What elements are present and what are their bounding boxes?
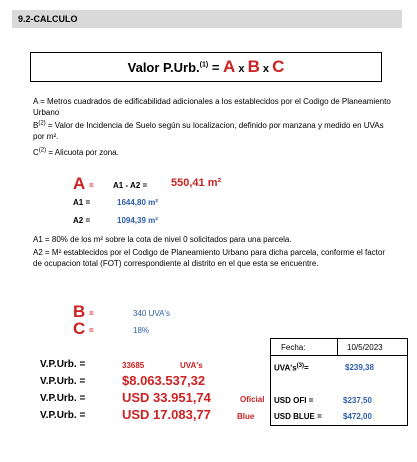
uva-rate-label bbox=[274, 363, 309, 373]
note-a1: A1 = 80% de los m² sobre la cota de nivel 0 solicitados para una parcela. bbox=[33, 235, 292, 244]
calc-a-value: 550,41 m² bbox=[171, 177, 222, 189]
usd-oficial-label: USD OFI = bbox=[274, 396, 314, 405]
definition-c-label: C bbox=[33, 148, 39, 157]
price-table bbox=[270, 338, 408, 426]
formula-x1: x bbox=[235, 63, 248, 75]
formula-box bbox=[30, 52, 382, 82]
definition-c bbox=[33, 147, 393, 158]
formula-c: C bbox=[272, 57, 285, 76]
definition-c-sup: (2) bbox=[38, 147, 47, 154]
calc-c-letter: C bbox=[73, 319, 86, 338]
definition-b-label: B bbox=[33, 121, 39, 130]
section-header bbox=[12, 10, 402, 28]
usd-blue-rate: $472,00 bbox=[343, 412, 372, 421]
result-label-1: V.P.Urb. = bbox=[40, 359, 86, 370]
definition-b-text: = Valor de Incidencia de Suelo según su localizacion, definido por manzana y medido en UVAs por m². bbox=[33, 121, 384, 141]
uva-rate-value: $239,38 bbox=[345, 363, 374, 372]
definition-c-text: = Alicuota por zona. bbox=[46, 148, 119, 157]
a2-label: A2 = bbox=[73, 216, 91, 225]
formula-sup: (1) bbox=[199, 61, 209, 69]
note-a2: A2 = M² establecidos por el Codigo de Planeamiento Urbano para dicha parcela, conforme el factor de ocupacion total (FOT) correspondiente al distrito en el que esta se encuentre. bbox=[33, 248, 385, 268]
section-title: 9.2-CALCULO bbox=[18, 14, 78, 24]
formula-x2: x bbox=[259, 63, 273, 75]
uva-rate-label-text: UVA's bbox=[274, 363, 297, 373]
calc-a-eq: = bbox=[89, 181, 94, 190]
calc-b-eq: = bbox=[89, 309, 94, 318]
result-usd-blue-value: USD 17.083,77 bbox=[122, 407, 211, 422]
uva-rate-eq: = bbox=[304, 363, 309, 373]
definition-b bbox=[33, 120, 393, 142]
a1-label: A1 = bbox=[73, 198, 91, 207]
a1-value: 1644,80 m² bbox=[117, 198, 158, 207]
calc-a-letter: A bbox=[73, 174, 86, 193]
result-usd-oficial-value: USD 33.951,74 bbox=[122, 390, 211, 405]
calc-c-value: 18% bbox=[133, 326, 150, 335]
formula-label: Valor P.Urb. bbox=[127, 60, 200, 75]
fecha-value: 10/5/2023 bbox=[347, 343, 383, 352]
calc-b-letter: B bbox=[73, 302, 86, 321]
a2-value: 1094,39 m² bbox=[117, 216, 158, 225]
usd-oficial-rate: $237,50 bbox=[343, 396, 372, 405]
result-label-4: V.P.Urb. = bbox=[40, 410, 86, 421]
result-pesos-value: $8.063.537,32 bbox=[122, 373, 206, 388]
result-usd-blue-tag: Blue bbox=[237, 412, 255, 421]
definition-b-sup: (2) bbox=[38, 120, 46, 127]
result-label-2: V.P.Urb. = bbox=[40, 376, 86, 387]
usd-blue-label: USD BLUE = bbox=[274, 412, 322, 421]
formula-b: B bbox=[247, 57, 260, 76]
result-uvas-unit: UVA's bbox=[180, 361, 203, 370]
calc-c-eq: = bbox=[89, 326, 94, 335]
fecha-label: Fecha: bbox=[281, 343, 306, 352]
result-label-3: V.P.Urb. = bbox=[40, 393, 86, 404]
formula-a: A bbox=[223, 57, 236, 76]
uva-rate-sup: (3) bbox=[296, 363, 304, 369]
calc-a-expr: A1 - A2 = bbox=[113, 181, 148, 190]
definition-a: A = Metros cuadrados de edificabilidad adicionales a los establecidos por el Codigo de Planeamiento Urbano bbox=[33, 97, 391, 117]
formula-eq: = bbox=[208, 60, 224, 75]
price-table-divider bbox=[271, 355, 407, 356]
calc-b-value: 340 UVA's bbox=[133, 309, 170, 318]
result-usd-oficial-tag: Oficial bbox=[240, 395, 265, 404]
result-uvas-value: 33685 bbox=[122, 361, 145, 370]
price-table-divider bbox=[337, 339, 338, 355]
